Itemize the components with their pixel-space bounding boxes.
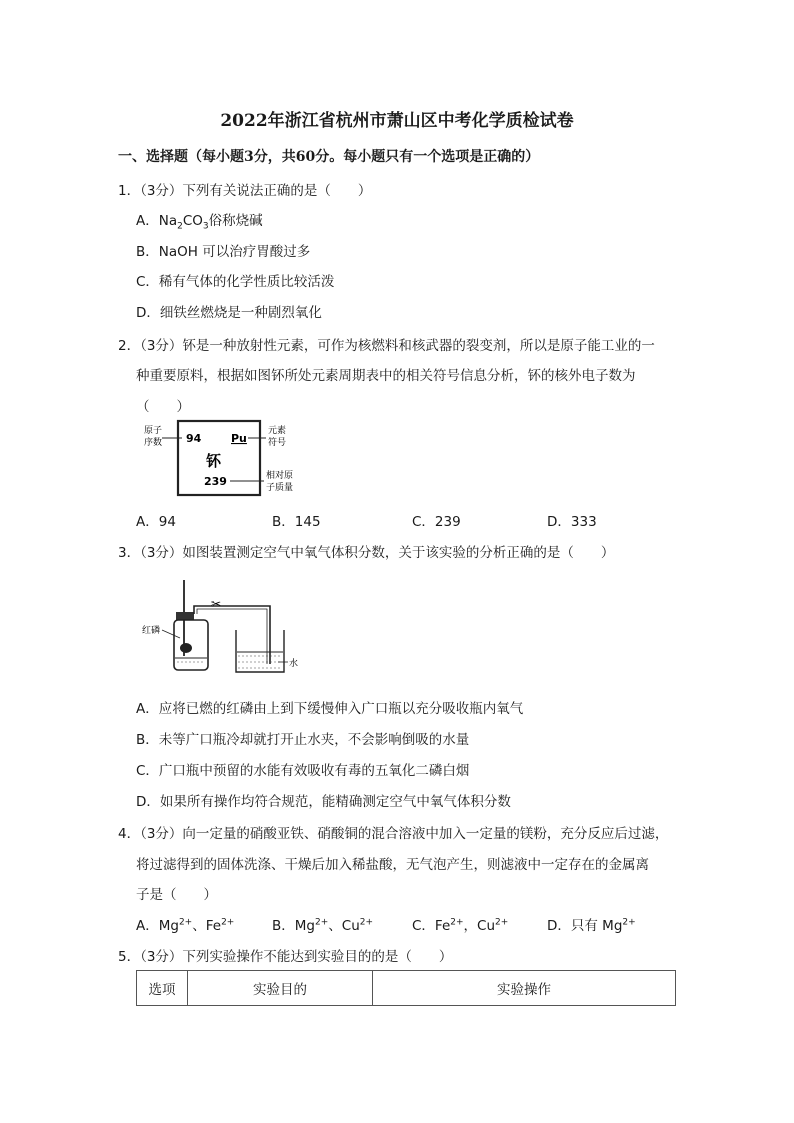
question-3-option-a: A．应将已燃的红磷由上到下缓慢伸入广口瓶以充分吸收瓶内氧气	[136, 701, 524, 717]
question-2-line-1: 2．（3分）钚是一种放射性元素，可作为核燃料和核武器的裂变剂，所以是原子能工业的一	[118, 338, 655, 354]
question-2-option-c: C．239	[412, 514, 461, 530]
question-2-line-3: （ ）	[136, 399, 190, 415]
question-4-line-2: 将过滤得到的固体洗涤、干燥后加入稀盐酸，无气泡产生，则滤液中一定存在的金属离	[136, 857, 649, 873]
question-4-option-b: B．$Mg^{2+}$、$Cu^{2+}$	[272, 917, 374, 934]
question-4-line-3: 子是（ ）	[136, 887, 217, 903]
atomic-number: 94	[186, 432, 202, 445]
question-2-option-d: D．333	[547, 514, 597, 530]
wide-mouth-bottle	[174, 620, 208, 670]
label-water: 水	[289, 659, 298, 669]
question-4-option-d: D．只有 $Mg^{2+}$	[547, 917, 636, 934]
clamp-icon: ✂	[211, 597, 222, 611]
label-symbol-1: 元素	[268, 426, 287, 436]
question-4-option-c: C．$Fe^{2+}$，$Cu^{2+}$	[412, 917, 509, 934]
question-4-line-1: 4．（3分）向一定量的硝酸亚铁、硝酸铜的混合溶液中加入一定量的镁粉，充分反应后过滤，	[118, 826, 669, 842]
section-heading: 一、选择题（每小题3分，共60分。每小题只有一个选项是正确的）	[118, 149, 540, 165]
question-2-option-a: A．94	[136, 514, 176, 530]
question-3-option-b: B．未等广口瓶冷却就打开止水夹，不会影响倒吸的水量	[136, 732, 470, 748]
bottle-stopper	[176, 612, 194, 620]
label-atomic-number-2: 序数	[144, 438, 163, 448]
table-header-purpose: 实验目的	[188, 971, 373, 1006]
label-mass-1: 相对原	[266, 471, 294, 481]
experiment-table	[136, 970, 676, 1006]
question-1-option-a: A．$Na_2CO_3$俗称烧碱	[136, 213, 263, 232]
red-phosphorus-spoon	[180, 643, 192, 653]
element-symbol: Pu	[231, 432, 247, 445]
question-1-stem: 1．（3分）下列有关说法正确的是（ ）	[118, 183, 372, 199]
question-4-option-a: A．$Mg^{2+}$、$Fe^{2+}$	[136, 917, 235, 934]
question-1-option-c: C．稀有气体的化学性质比较活泼	[136, 274, 335, 290]
label-atomic-number-1: 原子	[144, 426, 163, 436]
question-1-option-d: D．细铁丝燃烧是一种剧烈氧化	[136, 305, 322, 321]
table-header-operation: 实验操作	[373, 971, 676, 1006]
page-title: 2022年浙江省杭州市萧山区中考化学质检试卷	[220, 111, 574, 131]
question-2-option-b: B．145	[272, 514, 321, 530]
table-header-option: 选项	[137, 971, 188, 1006]
element-name: 钚	[206, 452, 222, 470]
beaker	[236, 630, 284, 672]
question-3-option-c: C．广口瓶中预留的水能有效吸收有毒的五氧化二磷白烟	[136, 763, 470, 779]
periodic-element-figure	[138, 418, 298, 500]
label-red-phosphorus: 红磷	[142, 626, 161, 636]
label-symbol-2: 符号	[268, 438, 287, 448]
question-1-option-b: B．NaOH 可以治疗胃酸过多	[136, 244, 311, 260]
question-2-line-2: 种重要原料，根据如图钚所处元素周期表中的相关符号信息分析，钚的核外电子数为	[136, 368, 636, 384]
oxygen-apparatus-figure	[138, 574, 298, 678]
question-5-stem: 5．（3分）下列实验操作不能达到实验目的的是（ ）	[118, 949, 453, 965]
atomic-mass: 239	[204, 475, 227, 488]
table-header-row	[137, 971, 676, 1006]
label-mass-2: 子质量	[266, 483, 294, 493]
question-3-stem: 3．（3分）如图装置测定空气中氧气体积分数，关于该实验的分析正确的是（ ）	[118, 545, 615, 561]
question-3-option-d: D．如果所有操作均符合规范，能精确测定空气中氧气体积分数	[136, 794, 511, 810]
